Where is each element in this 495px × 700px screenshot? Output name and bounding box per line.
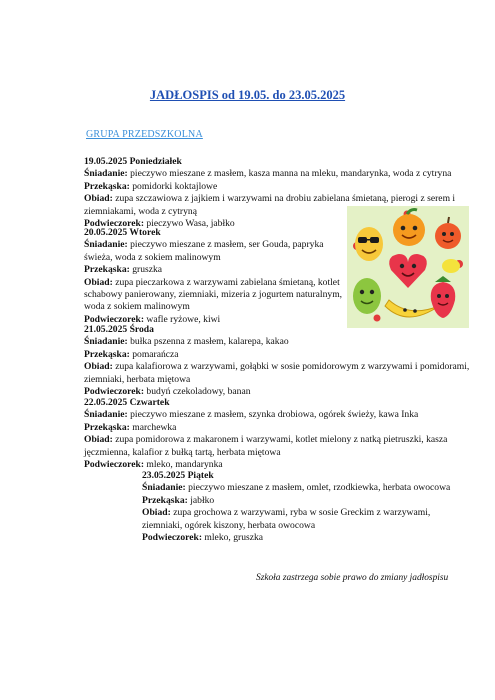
day-date: 19.05.2025 Poniedziałek (84, 156, 182, 167)
breakfast-value: pieczywo mieszane z masłem, omlet, rzodkiewka, herbata owocowa (185, 482, 451, 494)
day-date: 22.05.2025 Czwartek (84, 397, 170, 408)
breakfast-label: Śniadanie: (84, 239, 128, 251)
snack-label: Przekąska: (84, 348, 130, 360)
snack-line (84, 181, 464, 193)
lunch-value: zupa szczawiowa z jajkiem i warzywami na drobiu zabielana śmietaną, pierogi z serem i ziemniakami, woda z cytryną (84, 193, 456, 217)
afternoon-value: wafle ryżowe, kiwi (144, 313, 221, 325)
breakfast-value: pieczywo mieszane z masłem, szynka drobiowa, ogórek świeży, kawa Inka (127, 409, 419, 421)
breakfast-value: pieczywo mieszane z masłem, ser Gouda, papryka świeża, woda z sokiem malinowym (84, 239, 324, 263)
snack-label: Przekąska: (142, 494, 188, 506)
snack-value: jabłko (187, 494, 215, 506)
afternoon-label: Podwieczorek: (84, 218, 145, 230)
breakfast-line (84, 409, 474, 421)
snack-line (84, 349, 474, 361)
breakfast-label: Śniadanie: (84, 168, 128, 180)
lunch-line (84, 361, 474, 386)
lunch-label: Obiad: (84, 361, 113, 373)
snack-value: gruszka (129, 264, 163, 276)
afternoon-value: mleko, gruszka (202, 532, 264, 544)
snack-line (84, 264, 346, 276)
lunch-label: Obiad: (84, 434, 113, 446)
day-date: 20.05.2025 Wtorek (84, 227, 161, 238)
day-block-thursday (84, 397, 474, 471)
lunch-label: Obiad: (84, 193, 113, 205)
breakfast-label: Śniadanie: (84, 409, 128, 421)
group-heading: GRUPA PRZEDSZKOLNA (86, 129, 203, 140)
snack-label: Przekąska: (84, 264, 130, 276)
afternoon-value: pieczywo Wasa, jabłko (144, 218, 235, 230)
afternoon-value: budyń czekoladowy, banan (144, 386, 251, 398)
breakfast-value: pieczywo mieszane z masłem, kasza manna na mleku, mandarynka, woda z cytryna (127, 168, 452, 180)
breakfast-line (84, 239, 346, 264)
lunch-line (142, 507, 464, 532)
disclaimer-note: Szkoła zastrzega sobie prawo do zmiany jadłospisu (256, 573, 449, 583)
lunch-value: zupa pomidorowa z makaronem i warzywami, kotlet mielony z natką pietruszki, kasza jęczmienna, kalafior z bułką tartą, herbata miętowa (84, 434, 448, 458)
afternoon-label: Podwieczorek: (84, 386, 145, 398)
page-title: JADŁOSPIS od 19.05. do 23.05.2025 (149, 88, 346, 102)
snack-value: marchewka (129, 421, 177, 433)
afternoon-label: Podwieczorek: (84, 459, 145, 471)
day-block-friday (142, 470, 464, 544)
afternoon-label: Podwieczorek: (142, 532, 203, 544)
day-block-wednesday (84, 324, 474, 398)
afternoon-label: Podwieczorek: (84, 313, 145, 325)
snack-line (84, 422, 474, 434)
day-block-tuesday (84, 227, 346, 326)
afternoon-line (142, 532, 464, 544)
snack-value: pomarańcza (129, 348, 179, 360)
breakfast-label: Śniadanie: (142, 482, 186, 494)
lunch-label: Obiad: (84, 276, 113, 288)
fruits-illustration-svg (347, 206, 469, 328)
lunch-value: zupa kalafiorowa z warzywami, gołąbki w sosie pomidorowym z warzywami i pomidorami, ziemniaki, herbata miętowa (84, 361, 470, 385)
lunch-value: zupa pieczarkowa z warzywami zabielana śmietaną, kotlet schabowy panierowany, ziemniaki, mizeria z jogurtem naturalnym, woda z sokiem malinowym (84, 276, 343, 313)
breakfast-value: bułka pszenna z masłem, kalarepa, kakao (127, 336, 289, 348)
afternoon-value: mleko, mandarynka (144, 459, 223, 471)
breakfast-line (84, 336, 474, 348)
day-date: 23.05.2025 Piątek (142, 470, 214, 481)
cartoon-fruits-image (347, 206, 469, 328)
lunch-line (84, 277, 346, 314)
breakfast-line (84, 168, 464, 180)
snack-value: pomidorki koktajlowe (129, 180, 218, 192)
breakfast-line (142, 482, 464, 494)
snack-label: Przekąska: (84, 421, 130, 433)
lunch-value: zupa grochowa z warzywami, ryba w sosie Greckim z warzywami, ziemniaki, ogórek kiszony, herbata owocowa (142, 507, 431, 531)
lunch-line (84, 434, 474, 459)
snack-line (142, 495, 464, 507)
breakfast-label: Śniadanie: (84, 336, 128, 348)
day-date: 21.05.2025 Środa (84, 324, 154, 335)
lunch-label: Obiad: (142, 507, 171, 519)
snack-label: Przekąska: (84, 180, 130, 192)
